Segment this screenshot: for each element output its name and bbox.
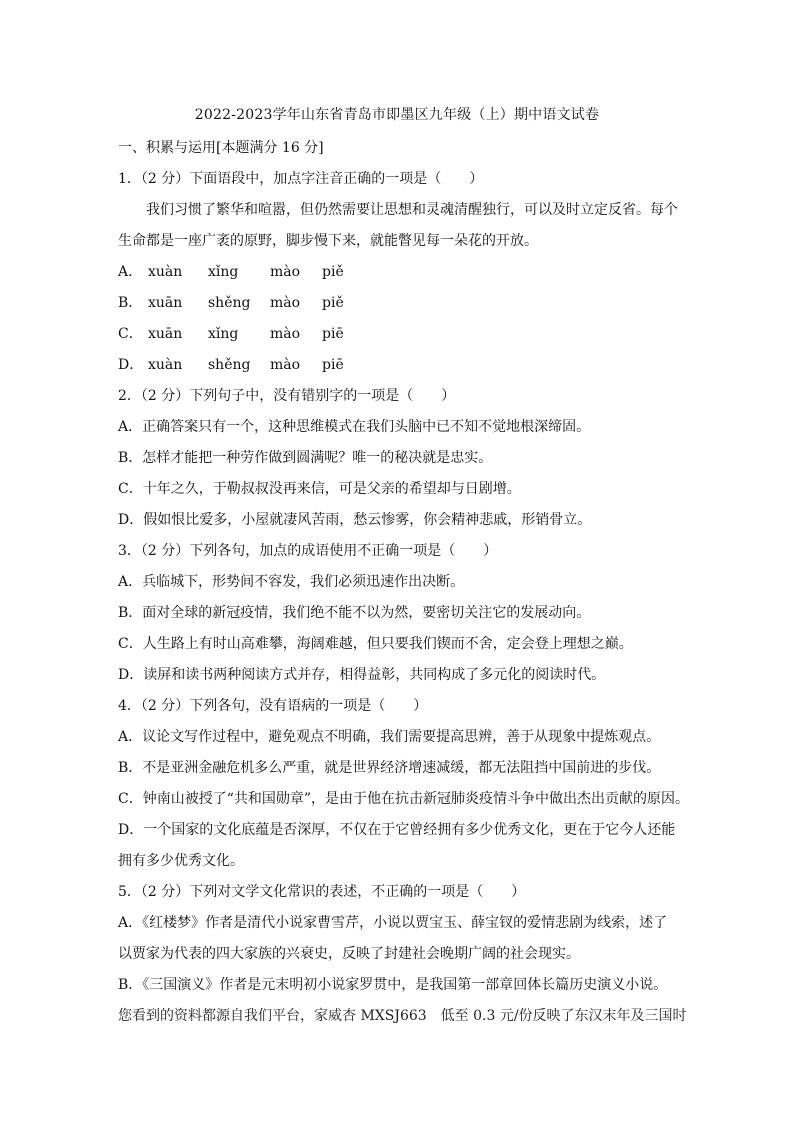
question-4-option-a: A．议论文写作过程中，避免观点不明确，我们需要提高思辨，善于从现象中提炼观点。 [118,729,661,745]
question-3-option-c: C．人生路上有时山高难攀，海阔难越，但只要我们锲而不舍，定会登上理想之巅。 [118,636,633,652]
question-1-option-c: C． xuān xǐng mào piē [118,326,344,342]
exam-content [118,133,688,1032]
question-3-option-a: A．兵临城下，形势间不容发，我们必须迅速作出决断。 [118,574,465,590]
section-heading: 一、积累与运用[本题满分 16 分] [118,140,324,156]
question-2-option-b: B．怎样才能把一种劳作做到圆满呢？唯一的秘决就是忠实。 [118,450,493,466]
question-1-stem: 1．（2 分）下面语段中，加点字注音正确的一项是（ ） [118,171,484,187]
question-2-option-d: D．假如恨比爱多，小屋就凄风苦雨，愁云惨雾，你会精神悲戚，形销骨立。 [118,512,592,528]
question-5-option-a-line1: A．《红楼梦》作者是清代小说家曹雪芹，小说以贾宝玉、薛宝钗的爱情悲剧为线索，述了 [118,915,668,931]
question-3-option-d: D．读屏和读书两种阅读方式并存，相得益彰，共同构成了多元化的阅读时代。 [118,667,606,683]
question-1-passage-line1: 我们习惯了繁华和喧嚣，但仍然需要让思想和灵魂清醒独行，可以及时立定反省。每个 [146,202,678,218]
question-2-option-a: A．正确答案只有一个，这种思维模式在我们头脑中已不知不觉地根深缔固。 [118,419,591,435]
question-1-option-b: B． xuān shěng mào piě [118,295,344,311]
question-4-option-b: B．不是亚洲金融危机多么严重，就是世界经济增速减缓，都无法阻挡中国前进的步伐。 [118,760,661,776]
question-1-passage-line2: 生命都是一座广袤的原野，脚步慢下来，就能瞥见每一朵花的开放。 [118,233,538,249]
question-4-option-c: C．钟南山被授了“共和国勋章”，是由于他在抗击新冠肺炎疫情斗争中做出杰出贡献的原因。 [118,791,690,807]
question-4-option-d-line1: D．一个国家的文化底蕴是否深厚，不仅在于它曾经拥有多少优秀文化，更在于它今人还能 [118,822,676,838]
question-2-option-c: C．十年之久，于勒叔叔没再来信，可是父亲的希望却与日剧增。 [118,481,521,497]
question-5-stem: 5．（2 分）下列对文学文化常识的表述，不正确的一项是（ ） [118,884,526,900]
question-5-option-a-line2: 以贾家为代表的四大家族的兴衰史，反映了封建社会晚期广阔的社会现实。 [118,946,580,962]
question-3-stem: 3．（2 分）下列各句，加点的成语使用不正确一项是（ ） [118,543,498,559]
question-1-option-a: A． xuàn xǐng mào piě [118,264,344,280]
question-5-option-b-line1: B．《三国演义》作者是元末明初小说家罗贯中，是我国第一部章回体长篇历史演义小说。 [118,977,668,993]
question-5-option-b-line2: 您看到的资料都源自我们平台，家威杏 MXSJ663 低至 0.3 元/份反映了东汉末年及三国时 [118,1008,687,1024]
question-2-stem: 2．（2 分）下列句子中，没有错别字的一项是（ ） [118,388,456,404]
question-4-stem: 4．（2 分）下列各句，没有语病的一项是（ ） [118,698,428,714]
question-1-option-d: D． xuàn shěng mào piē [118,357,344,373]
question-3-option-b: B．面对全球的新冠疫情，我们绝不能不以为然，要密切关注它的发展动向。 [118,605,591,621]
page-title: 2022-2023学年山东省青岛市即墨区九年级（上）期中语文试卷 [194,107,600,123]
question-4-option-d-line2: 拥有多少优秀文化。 [118,853,244,869]
